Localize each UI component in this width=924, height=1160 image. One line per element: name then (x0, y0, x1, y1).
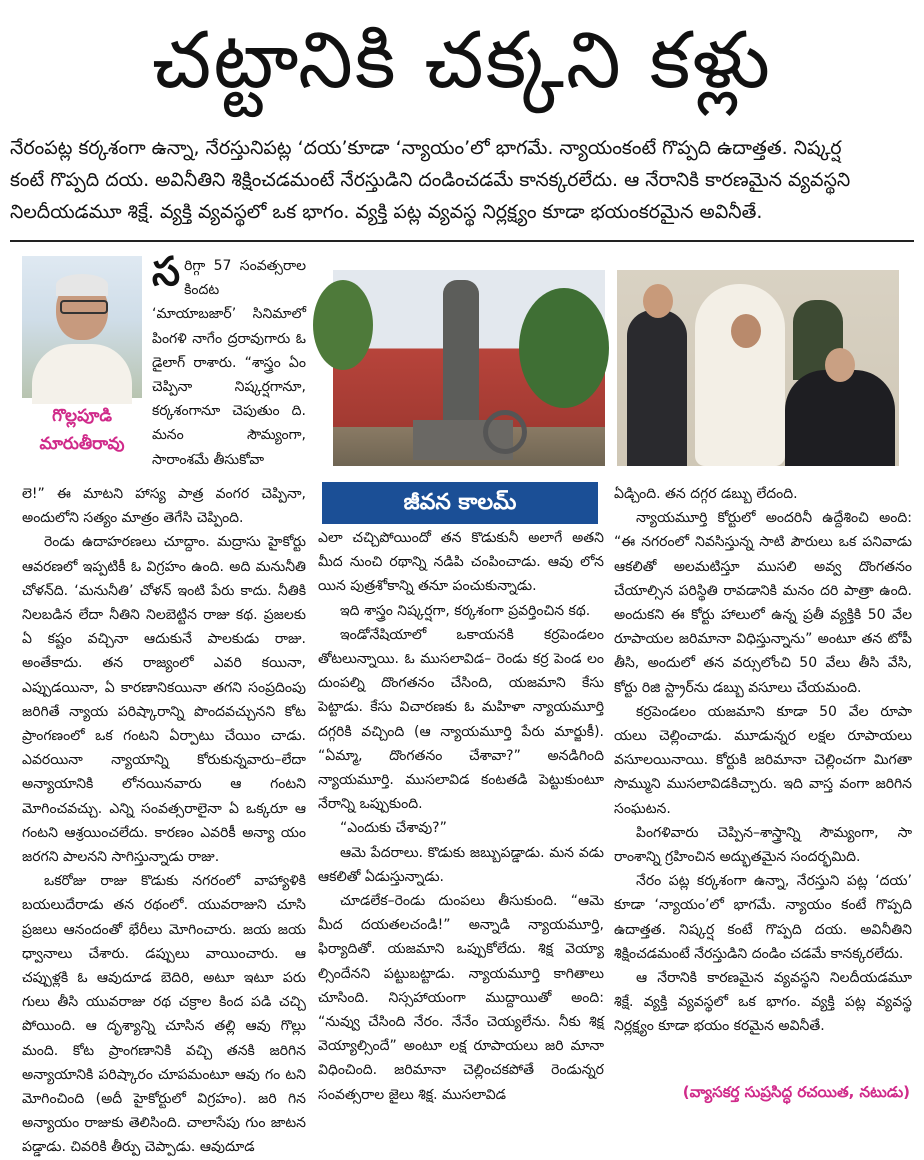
paragraph: “ఎందుకు చేశావు?” (340, 820, 447, 837)
page-title: చట్టానికి చక్కని కళ్లు (151, 16, 772, 106)
paragraph: లె!” ఈ మాటని హాస్య పాత్ర వంగర చెప్పినా, అందులోని సత్యం మాత్రం తెగేసి చెప్పింది. (22, 486, 306, 527)
paragraph: రిగ్గా 57 సంవత్సరాల కిందట ‘మాయాబజార్’ సినిమాలో పింగళి నాగేం ద్రరావుగారు ఓ డైలాగ్ రాశారు. “శాస్త్రం ఏం చెప్పినా నిష్కర్షగానూ, కర్కశంగానూ చెపుతుం ది. మనం సౌమ్యంగా, సారాంశమే తీసుకోవా (152, 258, 306, 468)
paragraph: ఎలా చచ్చిపోయిందో తన కొడుకునీ అలాగే అతని మీద నుంచి రథాన్ని నడిపి చంపించాడు. ఆవు లోన యిన పుత్రశోకాన్ని తనూ పంచుకున్నాడు. (318, 530, 604, 595)
column-two (318, 526, 604, 1112)
paragraph: ఆ నేరానికి కారణమైన వ్యవస్థని నిలదీయడమూ శిక్షే. వ్యక్తి వ్యవస్థలో ఒక భాగం. వ్యక్తి పట్ల వ్యవస్థ నిర్లక్ష్యం కూడా భయం కరమైన అవినీతే. (614, 970, 912, 1035)
paragraph: ఆమె పేదరాలు. కొడుకు జబ్బుపడ్డాడు. మన వడు ఆకలితో ఏడుస్తున్నాడు. (318, 844, 604, 885)
paragraph: కర్రపెండలం యజమాని కూడా 50 వేల రూపా యలు చెల్లించాడు. మూడున్నర లక్షల రూపాయలు వసూలయినాయి. కోర్టుకి జరిమానా చెల్లించగా మిగతా సొమ్ముని ముసలావిడకిచ్చారు. ఇది వాస్త వంగా జరిగిన సంఘటన. (614, 703, 912, 817)
lead-paragraph (10, 132, 914, 236)
author-byline: (వ్యాసకర్త సుప్రసిద్ధ రచయిత, నటుడు) (682, 1083, 910, 1101)
lead-line: నిలదీయడమూ శిక్షే. వ్యక్తి వ్యవస్థలో ఒక భాగం. వ్యక్తి పట్ల వ్యవస్థ నిర్లక్ష్యం కూడా భయంకరమైన అవినీతే. (10, 201, 763, 223)
paragraph: రెండు ఉదాహరణలు చూద్దాం. మద్రాసు హైకోర్టు ఆవరణలో ఇప్పటికీ ఓ విగ్రహం ఉంది. అది మనునీతి చోళన్‌ది. ‘మనునీతి’ చోళన్ ఇంటి పేరు కాదు. నీతికి నిలబడిన లేదా నీతిని నిలబెట్టిన రాజు కథ. ప్రజలకు ఏ కష్టం వచ్చినా ఆదుకునే పాలకుడు రాజు. అంతేకాదు. తన రాజ్యంలో ఎవరి కయినా, ఎప్పుడయినా, ఏ కారణానికయినా తగని సంప్రదింపు జరిగితే న్యాయ పరిష్కారాన్ని పొందవచ్చునని కోట ప్రాంగణంలో ఒక గంటని ఏర్పాటు చేయిం చాడు. ఎవరయినా న్యాయాన్ని కోరుకున్నవారు–లేదా అన్యాయానికి లోనయినవారు ఆ గంటని మోగించవచ్చు. ఎన్ని సంవత్సరాలైనా ఏ ఒక్కరూ ఆ గంటని ఆశ్రయించలేదు. కారణం ఎవరికీ అన్యా యం జరగని పాలనని సాగిస్తున్నాడు రాజు. (22, 534, 306, 866)
author-name-line: గొల్లపూడి (52, 406, 112, 426)
paragraph: ఇది శాస్త్రం నిష్కర్షగా, కర్కశంగా ప్రవర్తించిన కథ. (340, 602, 591, 619)
courtroom-photo (617, 270, 899, 466)
paragraph: ఇండోనేషియాలో ఒకాయనకి కర్రపెండలం తోటలున్నాయి. ఓ ముసలావిడ– రెండు కర్ర పెండ లం దుంపల్ని దొంగతనం చేసింది, యజమాని కేసు పెట్టాడు. కేసు విచారణకు ఓ మహిళా న్యాయమూర్తి దగ్గరికి వచ్చింది (ఆ న్యాయమూర్తి పేరు మార్జుకీ). “ఏమ్మా, దొంగతనం చేశావా?” అనడిగింది న్యాయమూర్తి. ముసలావిడ కంటతడి పెట్టుకుంటూ నేరాన్ని ఒప్పుకుంది. (318, 626, 604, 813)
column-one (22, 482, 306, 1156)
paragraph: నేరం పట్ల కర్కశంగా ఉన్నా, నేరస్తుని పట్ల ‘దయ’ కూడా ‘న్యాయం’లో భాగమే. న్యాయం కంటే గొప్పది ఉదాత్తత. నిష్కర్ష కంటే గొప్పది దయ. అవినీతిని శిక్షించడమంటే నేరస్తుడిని దండిం చడమే కానక్కరలేదు. (614, 873, 912, 962)
statue-photo (333, 270, 605, 466)
paragraph: పింగళివారు చెప్పిన–శాస్త్రాన్ని సౌమ్యంగా, సా రాంశాన్ని గ్రహించిన అద్భుతమైన సందర్భమిది. (614, 824, 912, 866)
lead-line: నేరంపట్ల కర్కశంగా ఉన్నా, నేరస్తునిపట్ల ‘దయ’కూడా ‘న్యాయం’లో భాగమే. న్యాయంకంటే గొప్పది ఉదాత్తత. నిష్కర్ష (10, 137, 842, 159)
divider (10, 240, 914, 242)
paragraph: ఒకరోజు రాజు కొడుకు నగరంలో వాహ్యాళికి బయలుదేరాడు తన రథంలో. యువరాజుని చూసి ప్రజలు ఆనందంతో భేరీలు మోగించారు. జయ జయ ధ్వానాలు చేశారు. డప్పులు వాయించారు. ఆ చప్పుళ్లకి ఓ ఆవుదూడ బెదిరి, అటూ ఇటూ పరు గులు తీసి యువరాజు రథ చక్రాల కింద పడి చచ్చి పోయింది. ఆ దృశ్యాన్ని చూసిన తల్లి ఆవు గొల్లు మంది. కోట ప్రాంగణానికి వచ్చి తనకి జరిగిన అన్యాయానికి పరిష్కారం చూపమంటూ ఆవు గం టని మోగించింది (అదీ హైకోర్టులో విగ్రహం). జరి గిన అన్యాయం రాజుకు తెలిసింది. చాలాసేపు గుం జాటన పడ్డాడు. చివరికి తీర్పు చెప్పాడు. ఆవుదూడ (22, 873, 306, 1156)
column-three (614, 482, 912, 1112)
column-one-top (152, 249, 306, 482)
column-title-badge: జీవన కాలమ్ (322, 482, 598, 524)
author-name (22, 402, 142, 458)
paragraph: న్యాయమూర్తి కోర్టులో అందరినీ ఉద్దేశించి అంది: “ఈ నగరంలో నివసిస్తున్న సాటి పౌరులు ఒక పనివాడు ఆకలితో అలమటిస్తూ ముసలి అవ్వ దొంగతనం చేయాల్సిన పరిస్థితి రావడానికి మనం దరి పాత్రా ఉంది. అందుకని ఈ కోర్టు హాలులో ఉన్న ప్రతీ వ్యక్తికి 50 వేల రూపాయల జరిమానా విధిస్తున్నాను” అంటూ తన టోపీ తీసి, అందులో తన వర్సులోంచి 50 వేలు తీసి వేసి, కోర్టు రిజి స్ట్రార్‌ను డబ్బు వసూలు చేయమంది. (614, 510, 912, 696)
lead-line: కంటే గొప్పది దయ. అవినీతిని శిక్షించడమంటే నేరస్తుడిని దండించడమే కానక్కరలేదు. ఆ నేరానికి కారణమైన వ్యవస్థని (10, 169, 851, 191)
author-photo (22, 256, 142, 398)
paragraph: చూడలేక–రెండు దుంపలు తీసుకుంది. “ఆమె మీద దయతలచండి!” అన్నాడి న్యాయమూర్తి, ఫిర్యాదితో. యజమాని ఒప్పుకోలేదు. శిక్ష వెయ్యా ల్సిందేనని పట్టుబట్టాడు. న్యాయమూర్తి కాగితాలు చూసింది. నిస్సహాయంగా ముద్దాయితో అంది: “నువ్వు చేసింది నేరం. నేనేం చెయ్యలేను. నీకు శిక్ష వెయ్యాల్సిందే” అంటూ లక్ష రూపాయలు జరి మానా విధించింది. జరిమానా చెల్లించకపోతే రెండున్నర సంవత్సరాల జైలు శిక్ష. ముసలావిడ (318, 893, 604, 1103)
paragraph: ఏడ్చింది. తన దగ్గర డబ్బు లేదంది. (614, 486, 798, 502)
author-name-line: మారుతీరావు (39, 434, 125, 454)
drop-cap: స (152, 249, 181, 295)
